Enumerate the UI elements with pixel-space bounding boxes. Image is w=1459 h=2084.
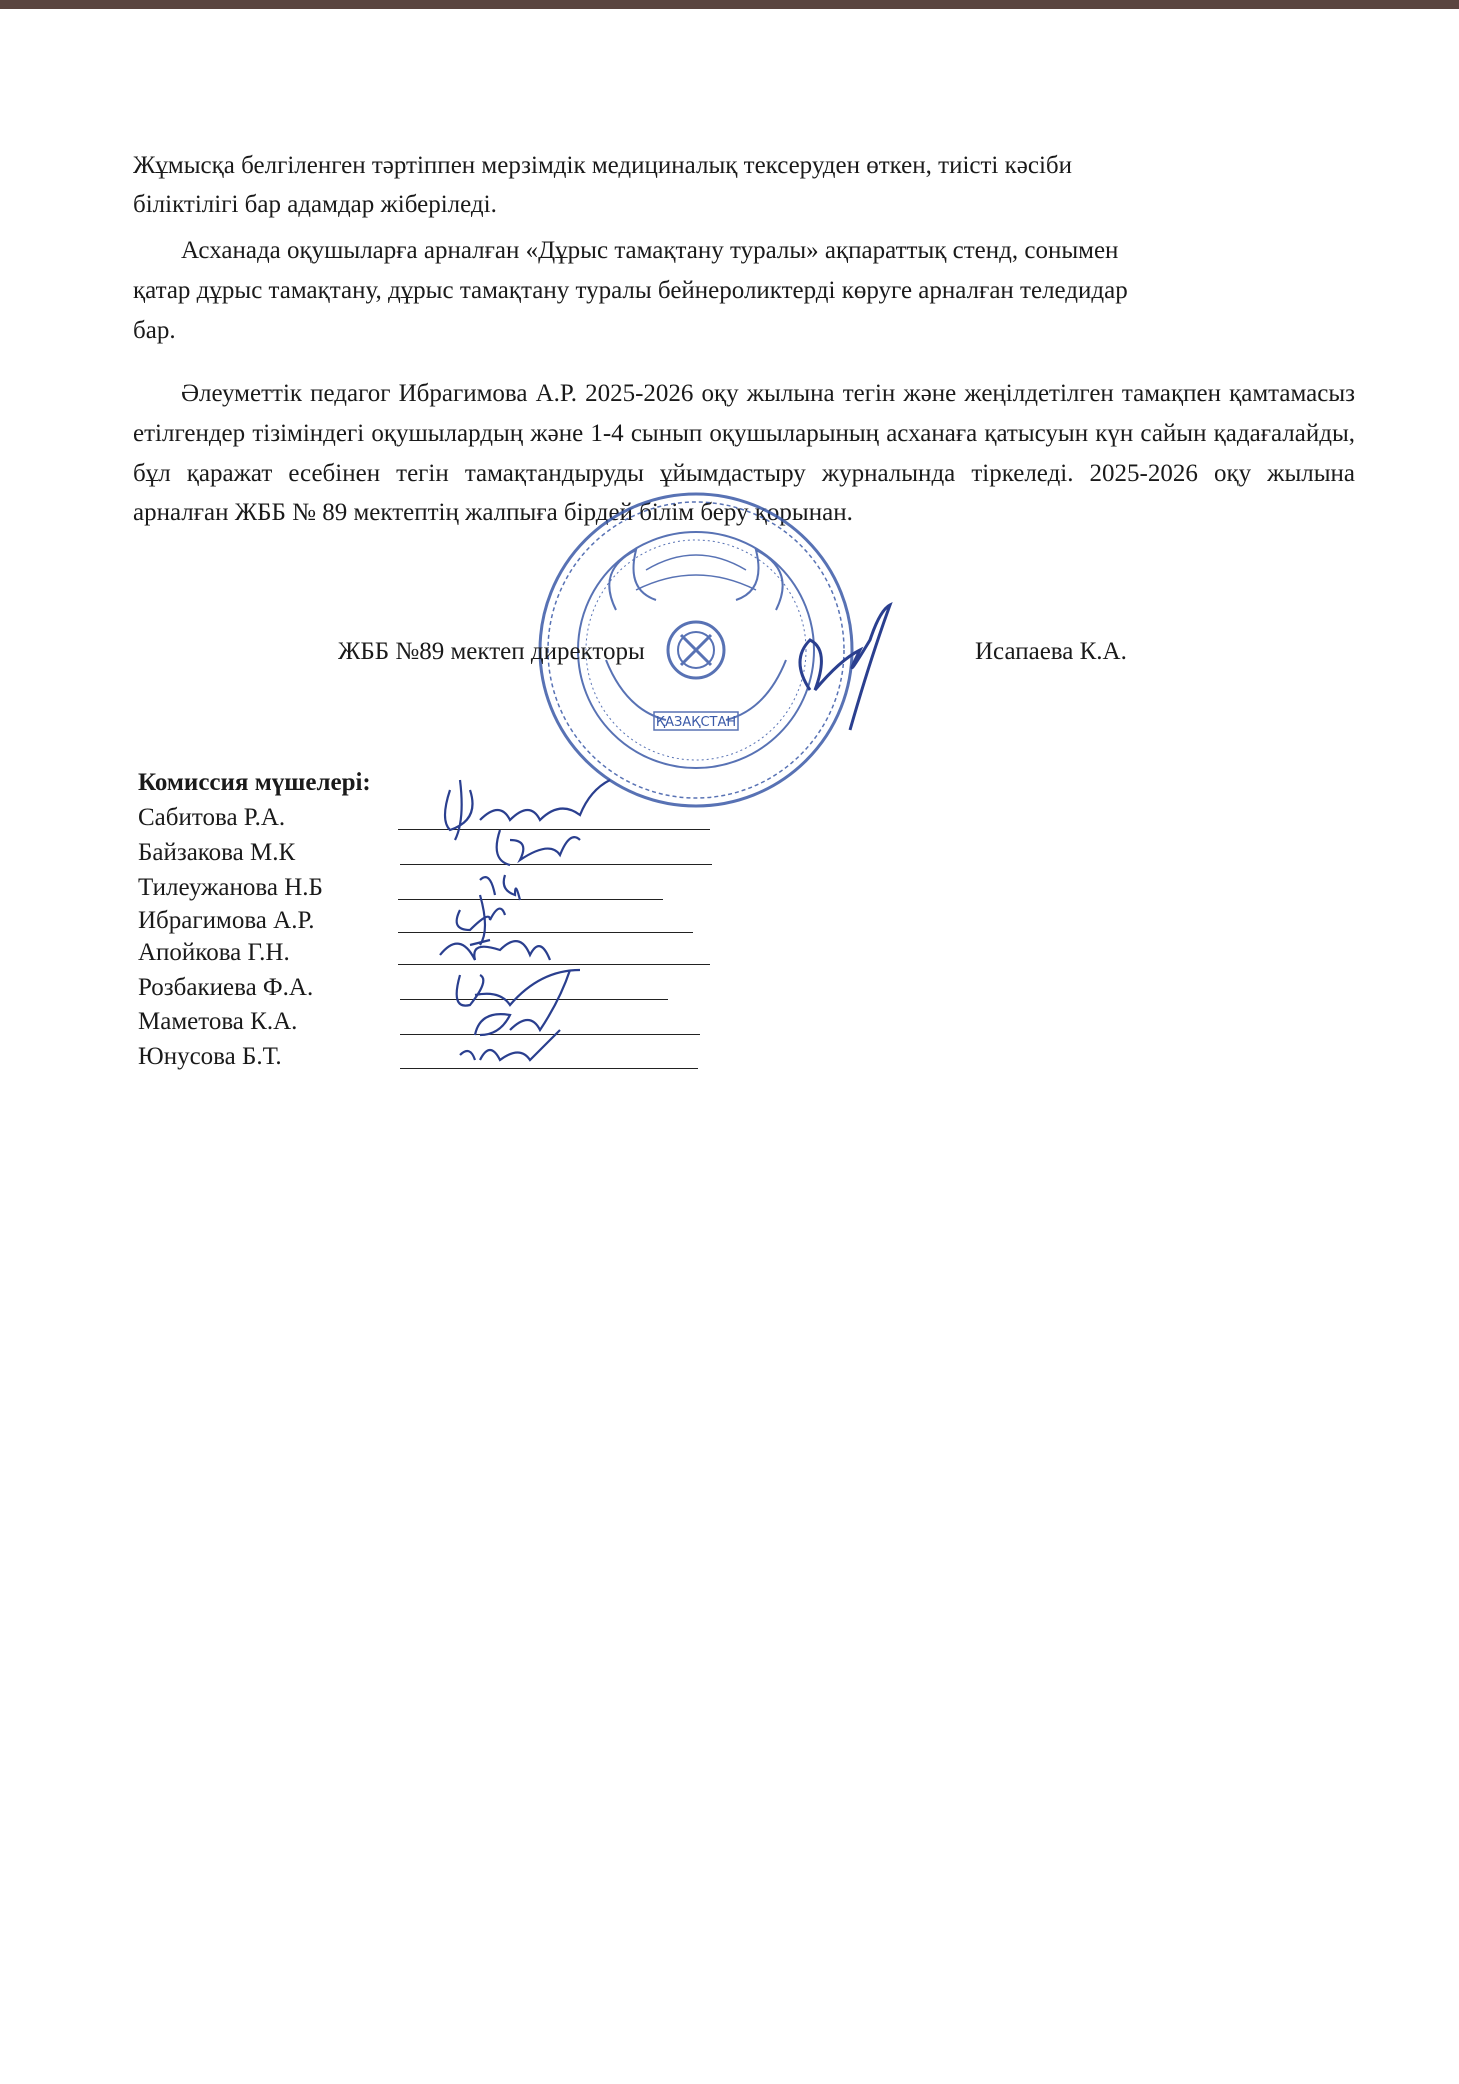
paragraph-2-line-2: қатар дұрыс тамақтану, дұрыс тамақтану туралы бейнероликтерді көруге арналған теледидар: [133, 277, 1128, 304]
paragraph-3: Әлеуметтік педагог Ибрагимова А.Р. 2025-2026 оқу жылына тегін және жеңілдетілген тамақпен қамтамасыз етілгендер тізіміндегі оқушылардың және 1-4 сынып оқушыларының асханаға қатысуын күн сайын қадағалайды, бұл қаражат есебінен тегін тамақтандыруды ұйымдастыру журналында тіркеледі. 2025-2026 оқу жылына арналған ЖББ № 89 мектептің жалпыға бірдей білім беру қорынан.: [133, 380, 1355, 527]
member-name: Розбакиева Ф.А.: [138, 974, 314, 1001]
svg-text:ҚАЗАҚСТАН: ҚАЗАҚСТАН: [655, 715, 737, 730]
paragraph-2-line-3: бар.: [133, 317, 176, 344]
member-name: Байзакова М.К: [138, 839, 296, 866]
member-name: Юнусова Б.Т.: [138, 1043, 282, 1070]
director-title: ЖББ №89 мектеп директоры: [338, 638, 645, 665]
paragraph-1-line-1: Жұмысқа белгіленген тәртіппен мерзімдік медициналық тексеруден өткен, тиісті кәсіби: [133, 152, 1073, 179]
member-name: Апойкова Г.Н.: [138, 939, 290, 966]
member-name: Тилеужанова Н.Б: [138, 874, 323, 901]
member-name: Ибрагимова А.Р.: [138, 907, 315, 934]
member-signatures: [420, 770, 660, 1080]
member-name: Маметова К.А.: [138, 1008, 298, 1035]
paragraph-1-line-2: біліктілігі бар адамдар жіберіледі.: [133, 191, 497, 218]
director-name: Исапаева К.А.: [975, 638, 1127, 665]
director-signature: [770, 600, 910, 740]
paragraph-2-line-1: Асханада оқушыларға арналған «Дұрыс тамақтану туралы» ақпараттық стенд, сонымен: [181, 237, 1119, 264]
commission-heading: Комиссия мүшелері:: [138, 769, 371, 796]
scan-edge: [0, 0, 1459, 9]
member-name: Сабитова Р.А.: [138, 804, 286, 831]
